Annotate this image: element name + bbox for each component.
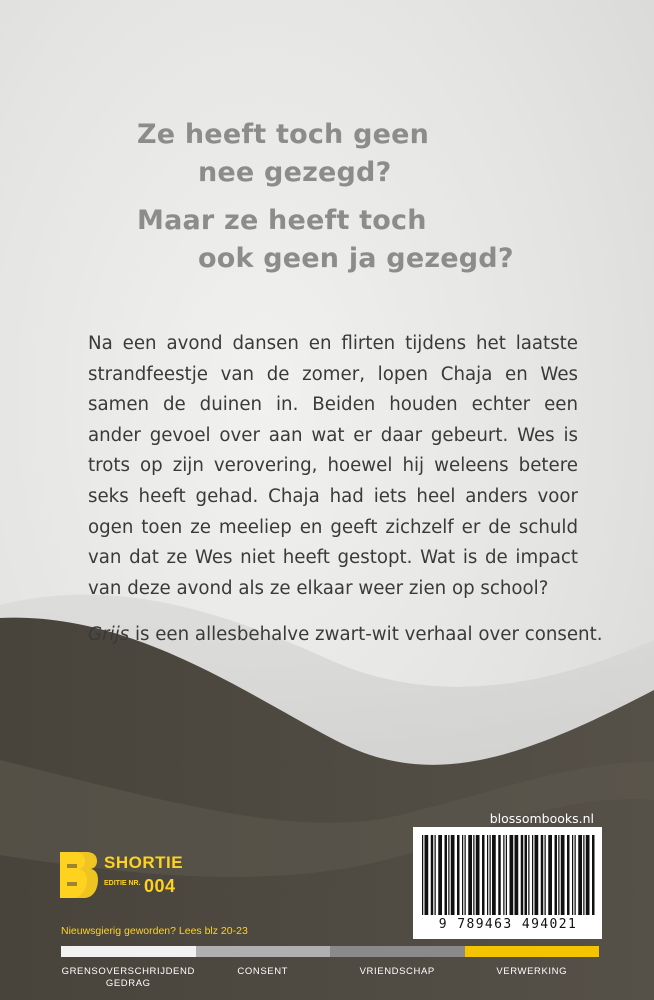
barcode-bar (558, 835, 559, 915)
barcode-bar (487, 835, 488, 915)
theme-bar-4 (465, 946, 600, 957)
barcode-bar (476, 835, 480, 915)
barcode-bar (561, 835, 565, 915)
series-name: SHORTIE (104, 853, 184, 872)
closing-text: is een allesbehalve zwart-wit verhaal over consent. (129, 624, 603, 645)
barcode-bar (532, 835, 533, 915)
barcode-bar (468, 835, 472, 915)
barcode-bar (515, 835, 519, 915)
book-title: Grijs (88, 624, 130, 645)
barcode-bar (448, 835, 449, 915)
barcode-bar (457, 835, 460, 915)
barcode-bar (541, 835, 544, 915)
bb-logo-icon (58, 850, 98, 900)
edition-label: EDITIE NR. (104, 880, 141, 887)
tagline-line-3: Maar ze heeft toch (137, 205, 427, 236)
theme-color-bars (61, 946, 599, 957)
closing-line (88, 624, 602, 645)
barcode-bar (473, 835, 474, 915)
barcode-bar (575, 835, 576, 915)
tagline-line-2: nee gezegd? (198, 157, 392, 188)
barcode-bar (567, 835, 570, 915)
tagline-line-4: ook geen ja gezegd? (198, 243, 514, 274)
barcode-bar (445, 835, 448, 915)
barcode-bar (521, 835, 524, 915)
barcode-bar (506, 835, 507, 915)
blurb-paragraph (88, 329, 578, 604)
edition-number: 004 (144, 876, 176, 896)
theme-label-2: CONSENT (237, 966, 289, 977)
barcode-bar (583, 835, 584, 915)
barcode-bar (482, 835, 485, 915)
barcode-bar (510, 835, 514, 915)
teaser-text: Nieuwsgierig geworden? Lees blz 20-23 (61, 925, 248, 937)
barcode-bar (435, 835, 436, 915)
barcode-bar (592, 835, 595, 915)
barcode-bar (425, 835, 429, 915)
barcode-bar (548, 835, 552, 915)
barcode-bar (528, 835, 529, 915)
barcode-bar (545, 835, 546, 915)
barcode-bar (578, 835, 582, 915)
barcode-bar (465, 835, 466, 915)
blurb-text: Na een avond dansen en flirten tijdens het laatste strandfeestje van de zomer, lopen Chaja en Wes samen de duinen in. Beiden houden echter een ander gevoel over aan wat er daar gebeurt. Wes is trots op zijn verovering, hoewel hij weleens betere seks heeft gehad. Chaja had iets heel anders voor ogen toen ze meeliep en geeft zichzelf er de schuld van dat ze Wes niet heeft gestopt. Wat is de impact van deze avond als ze elkaar weer zien op school? (88, 333, 578, 599)
theme-label-4: VERWERKING (496, 966, 568, 977)
theme-label-1: GRENSOVERSCHRIJDEND GEDRAG (61, 966, 195, 989)
barcode-bar (572, 835, 573, 915)
theme-bar-2 (196, 946, 331, 957)
barcode-bar (438, 835, 442, 915)
barcode-bar (422, 835, 423, 915)
barcode-bar (586, 835, 590, 915)
publisher-website: blossombooks.nl (489, 811, 594, 826)
tagline-line-1: Ze heeft toch geen (137, 119, 430, 150)
barcode-bar (555, 835, 558, 915)
barcode-bar (431, 835, 434, 915)
theme-bar-1 (61, 946, 196, 957)
theme-labels (61, 966, 599, 990)
barcode-bar (462, 835, 463, 915)
barcode-bar (535, 835, 539, 915)
barcode-bar (451, 835, 455, 915)
barcode-bar (498, 835, 501, 915)
barcode-bar (503, 835, 504, 915)
theme-bar-3 (330, 946, 465, 957)
isbn-number: 9 789463 494021 (438, 917, 578, 932)
theme-label-3: VRIENDSCHAP (359, 966, 435, 977)
barcode-bar (490, 835, 491, 915)
barcode-bar (492, 835, 496, 915)
barcode-bar (525, 835, 528, 915)
